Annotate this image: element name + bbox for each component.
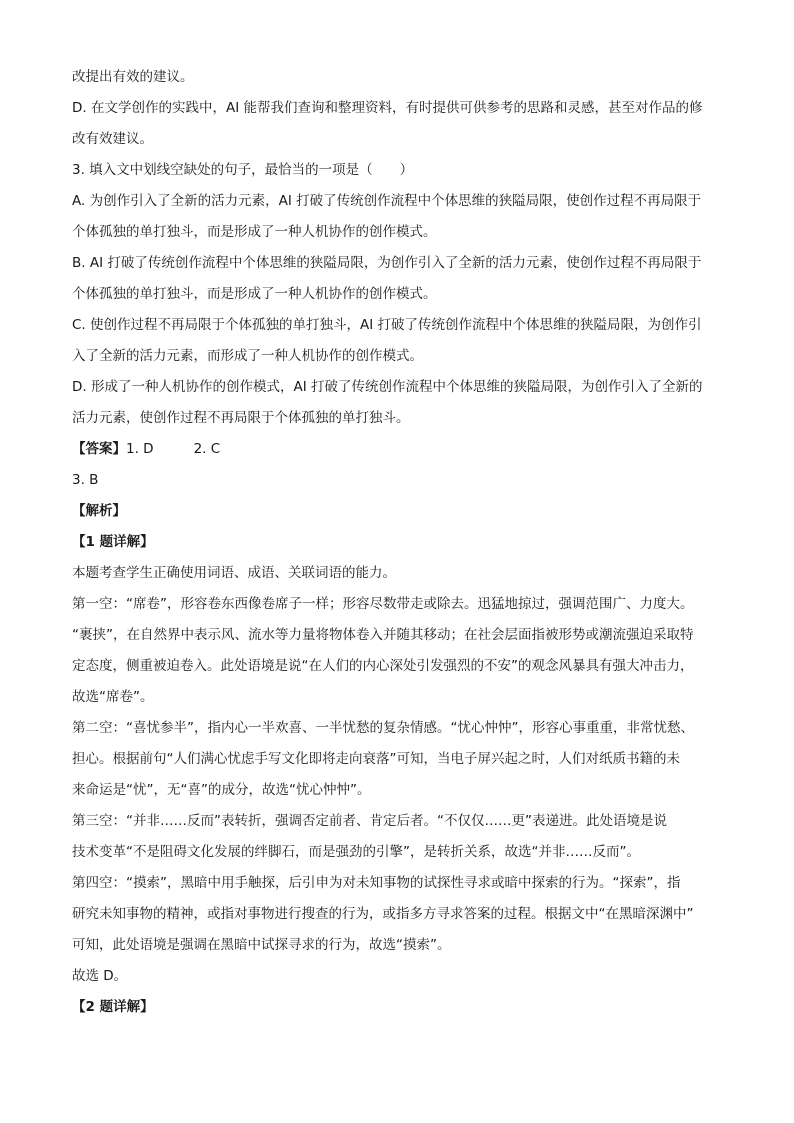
answer-item-3: 3. B <box>72 472 99 488</box>
q1-line: 来命运是“忧”，无“喜”的成分，故选“忧心忡忡”。 <box>72 782 371 798</box>
option-c-line-1: C. 使创作过程不再局限于个体孤独的单打独斗，AI 打破了传统创作流程中个体思维的狭隘局限，为创作引 <box>72 317 702 333</box>
option-a-line-1: A. 为创作引入了全新的活力元素，AI 打破了传统创作流程中个体思维的狭隘局限，使创作过程不再局限于 <box>72 193 702 209</box>
document-page <box>72 62 732 1023</box>
question-3: 3. 填入文中划线空缺处的句子，最恰当的一项是（ ） <box>72 162 414 178</box>
q1-line: 第三空：“并非……反而”表转折，强调否定前者、肯定后者。“不仅仅……更”表递进。此处语境是说 <box>72 813 667 829</box>
option-d-line-1: D. 在文学创作的实践中，AI 能帮我们查询和整理资料，有时提供可供参考的思路和灵感，甚至对作品的修 <box>72 100 703 116</box>
q1-line: 第一空：“席卷”，形容卷东西像卷席子一样；形容尽数带走或除去。迅猛地掠过，强调范围广、力度大。 <box>72 596 694 612</box>
q1-line: 可知，此处语境是强调在黑暗中试探寻求的行为，故选“摸索”。 <box>72 937 451 953</box>
q1-line: 担心。根据前句“人们满心忧虑手写文化即将走向衰落”可知，当电子屏兴起之时，人们对纸质书籍的未 <box>72 751 680 767</box>
q1-line: 本题考查学生正确使用词语、成语、关联词语的能力。 <box>72 565 396 581</box>
q1-line: 故选“席卷”。 <box>72 689 154 705</box>
q1-heading: 【1 题详解】 <box>72 534 154 550</box>
option-b-line-1: B. AI 打破了传统创作流程中个体思维的狭隘局限，为创作引入了全新的活力元素，使创作过程不再局限于 <box>72 255 702 271</box>
answer-line <box>72 434 732 465</box>
q2-heading: 【2 题详解】 <box>72 999 154 1015</box>
q1-line: 研究未知事物的精神，或指对事物进行搜查的行为，或指多方寻求答案的过程。根据文中“在黑暗深渊中” <box>72 906 694 922</box>
option-c-line-2: 入了全新的活力元素，而形成了一种人机协作的创作模式。 <box>72 348 423 364</box>
q1-line: 第二空：“喜忧参半”，指内心一半欢喜、一半忧愁的复杂情感。“忧心忡忡”，形容心事重重，非常忧愁、 <box>72 720 694 736</box>
q1-line: 技术变革“不是阻碍文化发展的绊脚石，而是强劲的引擎”，是转折关系，故选“并非……反而”。 <box>72 844 640 860</box>
answer-item-1: 1. D <box>126 441 154 457</box>
option-d2-line-1: D. 形成了一种人机协作的创作模式，AI 打破了传统创作流程中个体思维的狭隘局限，为创作引入了全新的 <box>72 379 703 395</box>
answer-item-2: 2. C <box>193 441 221 457</box>
q1-line: 第四空：“摸索”，黑暗中用手触探，后引申为对未知事物的试探性寻求或暗中探索的行为。“探索”，指 <box>72 875 681 891</box>
option-d-line-2: 改有效建议。 <box>72 131 153 147</box>
analysis-label: 【解析】 <box>72 503 126 519</box>
option-b-line-2: 个体孤独的单打独斗，而是形成了一种人机协作的创作模式。 <box>72 286 437 302</box>
q1-line: 定态度，侧重被迫卷入。此处语境是说“在人们的内心深处引发强烈的不安”的观念风暴具有强大冲击力， <box>72 658 694 674</box>
option-a-line-2: 个体孤独的单打独斗，而是形成了一种人机协作的创作模式。 <box>72 224 437 240</box>
answer-label: 【答案】 <box>72 441 126 457</box>
text-line: 改提出有效的建议。 <box>72 69 194 85</box>
q1-line: “裹挟”，在自然界中表示风、流水等力量将物体卷入并随其移动；在社会层面指被形势或潮流强迫采取特 <box>72 627 694 643</box>
q1-conclusion: 故选 D。 <box>72 968 128 984</box>
option-d2-line-2: 活力元素，使创作过程不再局限于个体孤独的单打独斗。 <box>72 410 410 426</box>
